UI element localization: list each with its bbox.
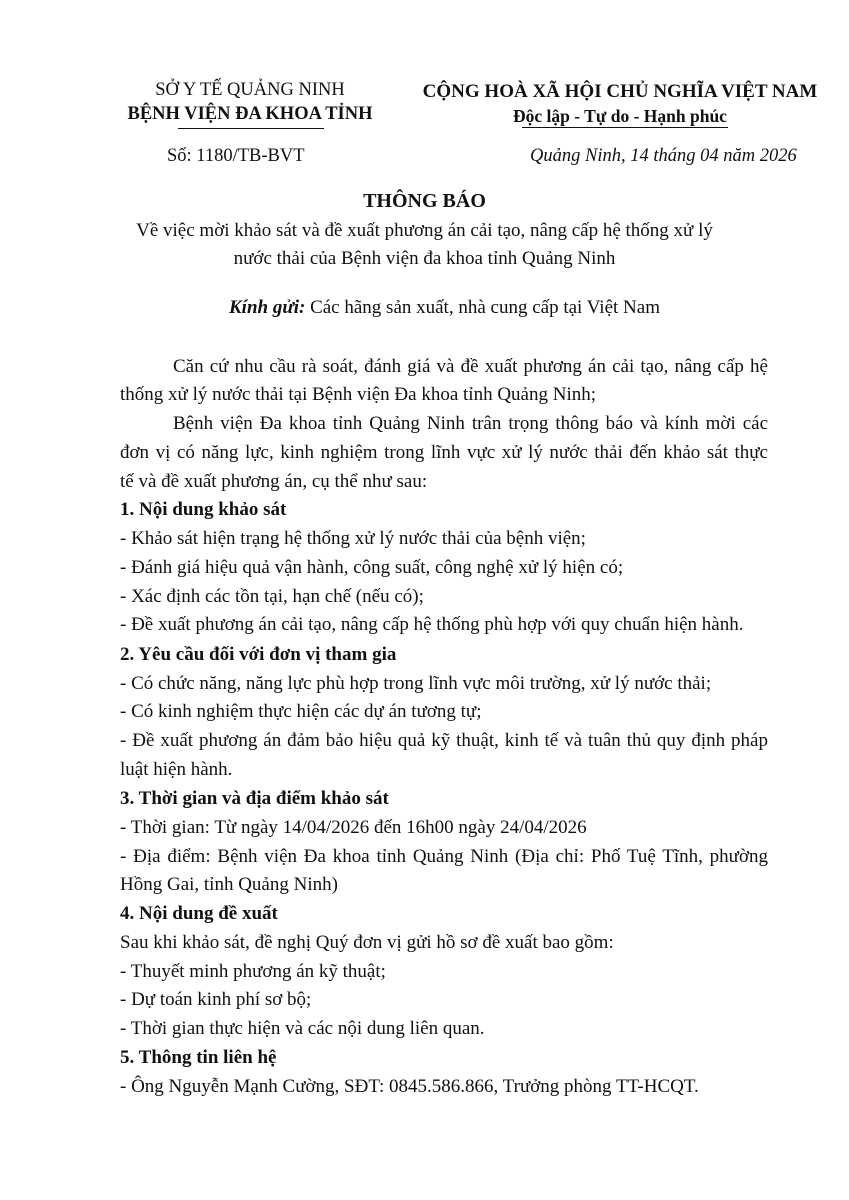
section-1-item: - Xác định các tồn tại, hạn chế (nếu có); [120, 586, 424, 607]
section-5-heading: 5. Thông tin liên hệ [120, 1047, 277, 1068]
recipient-label: Kính gửi: [229, 297, 306, 318]
section-2-item: luật hiện hành. [120, 759, 233, 780]
section-4-item: Sau khi khảo sát, đề nghị Quý đơn vị gửi hồ sơ đề xuất bao gồm: [120, 932, 614, 953]
section-1-item: - Đánh giá hiệu quả vận hành, công suất, công nghệ xử lý hiện có; [120, 557, 624, 578]
document-number: Số: 1180/TB-BVT [167, 146, 305, 166]
section-1-item: - Đề xuất phương án cải tạo, nâng cấp hệ thống phù hợp với quy chuẩn hiện hành. [120, 614, 744, 635]
section-2-heading: 2. Yêu cầu đối với đơn vị tham gia [120, 644, 397, 665]
intro-p2-line2: đơn vị có năng lực, kinh nghiệm trong lĩnh vực xử lý nước thải đến khảo sát thực [120, 442, 768, 463]
section-1-item: - Khảo sát hiện trạng hệ thống xử lý nước thải của bệnh viện; [120, 528, 586, 549]
document-title: THÔNG BÁO [363, 190, 486, 212]
section-2-item: - Có chức năng, năng lực phù hợp trong lĩnh vực môi trường, xử lý nước thải; [120, 673, 712, 694]
section-3-item: Hồng Gai, tỉnh Quảng Ninh) [120, 874, 338, 895]
document-subject-line2: nước thải của Bệnh viện đa khoa tỉnh Quảng Ninh [233, 248, 616, 269]
section-1-heading: 1. Nội dung khảo sát [120, 499, 287, 520]
section-3-item: - Địa điểm: Bệnh viện Đa khoa tỉnh Quảng Ninh (Địa chỉ: Phố Tuệ Tĩnh, phường [120, 846, 768, 867]
place-date: Quảng Ninh, 14 tháng 04 năm 2026 [530, 146, 797, 166]
section-3-heading: 3. Thời gian và địa điểm khảo sát [120, 788, 389, 809]
intro-p1-line2: thống xử lý nước thải tại Bệnh viện Đa khoa tỉnh Quảng Ninh; [120, 384, 597, 405]
section-3-item: - Thời gian: Từ ngày 14/04/2026 đến 16h00 ngày 24/04/2026 [120, 817, 587, 838]
national-motto [410, 80, 830, 128]
document-subject-line1: Về việc mời khảo sát và đề xuất phương án cải tạo, nâng cấp hệ thống xử lý [136, 220, 713, 241]
intro-p2-line1: Bệnh viện Đa khoa tỉnh Quảng Ninh trân trọng thông báo và kính mời các [173, 413, 768, 434]
intro-p1-line1: Căn cứ nhu cầu rà soát, đánh giá và đề xuất phương án cải tạo, nâng cấp hệ [173, 356, 768, 377]
section-4-item: - Dự toán kinh phí sơ bộ; [120, 989, 312, 1010]
section-4-heading: 4. Nội dung đề xuất [120, 903, 278, 924]
issuing-agency [110, 78, 390, 126]
nation-motto: Độc lập - Tự do - Hạnh phúc [513, 106, 727, 126]
contact-info: - Ông Nguyễn Mạnh Cường, SĐT: 0845.586.866, Trưởng phòng TT-HCQT. [120, 1076, 699, 1097]
agency-name-line1: SỞ Y TẾ QUẢNG NINH [155, 80, 345, 100]
recipient-text: Các hãng sản xuất, nhà cung cấp tại Việt Nam [305, 297, 660, 318]
intro-p2-line3: tế và đề xuất phương án, cụ thể như sau: [120, 471, 428, 492]
section-2-item: - Có kinh nghiệm thực hiện các dự án tương tự; [120, 701, 482, 722]
agency-underline [178, 128, 324, 129]
section-4-item: - Thuyết minh phương án kỹ thuật; [120, 961, 386, 982]
agency-name-line2: BỆNH VIỆN ĐA KHOA TỈNH [127, 104, 373, 124]
section-2-item: - Đề xuất phương án đảm bảo hiệu quả kỹ thuật, kinh tế và tuân thủ quy định pháp [120, 730, 768, 751]
section-4-item: - Thời gian thực hiện và các nội dung liên quan. [120, 1018, 485, 1039]
recipient [0, 297, 849, 319]
nation-title: CỘNG HOÀ XÃ HỘI CHỦ NGHĨA VIỆT NAM [422, 81, 818, 102]
motto-underline [522, 127, 728, 128]
